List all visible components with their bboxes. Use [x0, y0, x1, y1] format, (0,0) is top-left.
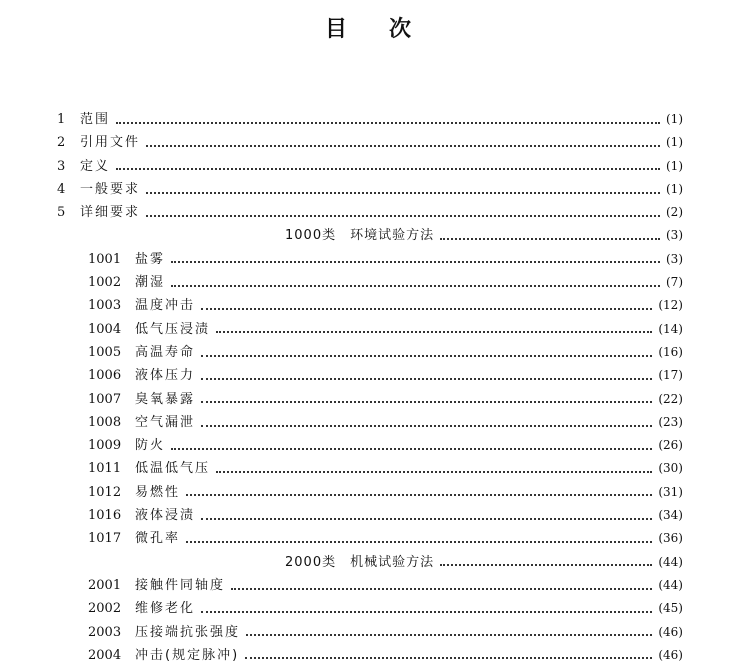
toc-entry[interactable] — [0, 108, 738, 131]
entry-page: (3) — [666, 228, 683, 243]
entry-page: (7) — [666, 275, 683, 290]
entry-body — [135, 388, 683, 411]
entry-number: 2002 — [88, 601, 122, 617]
entry-title: 范围 — [80, 112, 111, 127]
entry-number: 1006 — [88, 368, 122, 384]
entry-body — [135, 318, 683, 341]
entry-body — [135, 504, 683, 527]
dot-leader — [201, 378, 652, 380]
entry-title: 潮湿 — [135, 275, 166, 291]
entry-title: 易燃性 — [135, 484, 181, 500]
dot-leader — [201, 611, 652, 613]
toc-entry[interactable] — [0, 294, 738, 317]
entry-body — [135, 527, 683, 550]
entry-page: (45) — [658, 601, 683, 616]
dot-leader — [216, 331, 652, 333]
entry-title: 防火 — [135, 438, 166, 454]
dot-leader — [186, 494, 652, 496]
entry-body — [135, 597, 683, 620]
entry-number: 4 — [57, 181, 66, 197]
page-title — [0, 12, 738, 43]
entry-body — [135, 434, 683, 457]
entry-title: 接触件同轴度 — [135, 577, 226, 593]
entry-body — [285, 224, 683, 247]
toc-section-heading[interactable] — [0, 551, 738, 574]
entry-title: 高温寿命 — [135, 344, 196, 360]
entry-number: 1017 — [88, 531, 122, 547]
entry-title: 空气漏泄 — [135, 414, 196, 430]
entry-page: (44) — [658, 554, 683, 569]
entry-page: (46) — [658, 624, 683, 639]
dot-leader — [440, 564, 652, 566]
dot-leader — [146, 145, 660, 147]
entry-page: (1) — [666, 112, 683, 126]
title-char-1: 目 — [324, 17, 349, 42]
entry-title: 低温低气压 — [135, 461, 211, 477]
entry-body — [135, 341, 683, 364]
entry-page: (30) — [658, 461, 683, 476]
entry-page: (12) — [658, 298, 683, 313]
entry-number: 1002 — [88, 275, 122, 291]
entry-body — [80, 201, 683, 224]
entry-title: 冲击(规定脉冲) — [135, 647, 240, 663]
dot-leader — [116, 122, 660, 124]
entry-page: (26) — [658, 438, 683, 453]
entry-number: 1016 — [88, 508, 122, 524]
toc-entry[interactable] — [0, 411, 738, 434]
entry-number: 1007 — [88, 391, 122, 407]
toc-entry[interactable] — [0, 504, 738, 527]
dot-leader — [231, 588, 652, 590]
toc-entry[interactable] — [0, 341, 738, 364]
entry-title: 详细要求 — [80, 205, 141, 221]
entry-page: (34) — [658, 508, 683, 523]
dot-leader — [201, 401, 652, 403]
entry-body — [80, 155, 683, 178]
toc-entry[interactable] — [0, 574, 738, 597]
toc-entry[interactable] — [0, 434, 738, 457]
entry-page: (1) — [666, 135, 683, 150]
entry-body — [80, 131, 683, 154]
entry-number: 2003 — [88, 624, 122, 640]
entry-body — [285, 551, 683, 574]
entry-body — [135, 294, 683, 317]
entry-title: 臭氧暴露 — [135, 391, 196, 407]
toc-entry[interactable] — [0, 481, 738, 504]
entry-title: 盐雾 — [135, 251, 166, 267]
toc-entry[interactable] — [0, 597, 738, 620]
dot-leader — [201, 308, 652, 310]
toc-entry[interactable] — [0, 155, 738, 178]
dot-leader — [171, 285, 660, 287]
entry-body — [135, 248, 683, 271]
entry-number: 2001 — [88, 577, 122, 593]
entry-page: (36) — [658, 531, 683, 546]
toc-entry[interactable] — [0, 201, 738, 224]
entry-number: 3 — [57, 158, 66, 174]
entry-title: 温度冲击 — [135, 298, 196, 314]
entry-page: (3) — [666, 251, 683, 266]
title-char-2: 次 — [389, 17, 414, 42]
toc-section-heading[interactable] — [0, 224, 738, 247]
toc-entry[interactable] — [0, 527, 738, 550]
entry-body — [135, 271, 683, 294]
toc-entry[interactable] — [0, 457, 738, 480]
entry-page: (1) — [666, 158, 683, 173]
entry-number: 1003 — [88, 298, 122, 314]
entry-page: (31) — [658, 484, 683, 499]
entry-body — [135, 364, 683, 387]
entry-number: 1008 — [88, 414, 122, 430]
dot-leader — [201, 425, 652, 427]
entry-title: 一般要求 — [80, 181, 141, 197]
entry-page: (16) — [658, 344, 683, 359]
entry-title: 液体压力 — [135, 368, 196, 384]
entry-number: 2004 — [88, 647, 122, 663]
dot-leader — [116, 168, 660, 170]
dot-leader — [246, 634, 652, 636]
entry-number: 1004 — [88, 321, 122, 337]
entry-title: 引用文件 — [80, 135, 141, 151]
entry-body — [80, 178, 683, 201]
dot-leader — [245, 657, 652, 659]
entry-body — [135, 574, 683, 597]
toc-entry[interactable] — [0, 621, 738, 644]
toc-entry[interactable] — [0, 644, 738, 667]
dot-leader — [146, 192, 660, 194]
toc-entry[interactable] — [0, 131, 738, 154]
table-of-contents — [0, 108, 738, 667]
entry-number: 1005 — [88, 344, 122, 360]
dot-leader — [201, 355, 652, 357]
entry-page: (23) — [658, 414, 683, 429]
toc-entry[interactable] — [0, 271, 738, 294]
entry-number: 1001 — [88, 251, 122, 267]
entry-page: (22) — [658, 391, 683, 406]
entry-number: 1 — [57, 112, 66, 127]
entry-title: 定义 — [80, 158, 111, 174]
entry-page: (44) — [658, 577, 683, 592]
dot-leader — [171, 448, 652, 450]
entry-title: 微孔率 — [135, 531, 181, 547]
toc-entry[interactable] — [0, 178, 738, 201]
toc-entry[interactable] — [0, 318, 738, 341]
dot-leader — [171, 261, 660, 263]
entry-page: (46) — [658, 647, 683, 662]
entry-title: 维修老化 — [135, 601, 196, 617]
entry-number: 1011 — [88, 461, 122, 477]
toc-entry[interactable] — [0, 248, 738, 271]
entry-title: 液体浸渍 — [135, 508, 196, 524]
dot-leader — [201, 518, 652, 520]
dot-leader — [146, 215, 660, 217]
entry-body — [135, 457, 683, 480]
entry-title: 2000类 机械试验方法 — [285, 554, 435, 570]
entry-page: (2) — [666, 205, 683, 220]
entry-title: 压接端抗张强度 — [135, 624, 241, 640]
entry-number: 5 — [57, 205, 66, 221]
entry-number: 1009 — [88, 438, 122, 454]
entry-body — [135, 481, 683, 504]
entry-title: 低气压浸渍 — [135, 321, 211, 337]
entry-page: (1) — [666, 181, 683, 196]
entry-body — [135, 644, 683, 667]
dot-leader — [186, 541, 652, 543]
entry-title: 1000类 环境试验方法 — [285, 228, 435, 244]
dot-leader — [216, 471, 652, 473]
entry-body — [80, 108, 683, 131]
entry-number: 2 — [57, 135, 66, 151]
entry-body — [135, 621, 683, 644]
entry-number: 1012 — [88, 484, 122, 500]
entry-page: (14) — [658, 321, 683, 336]
toc-entry[interactable] — [0, 388, 738, 411]
entry-body — [135, 411, 683, 434]
dot-leader — [440, 238, 660, 240]
toc-entry[interactable] — [0, 364, 738, 387]
entry-page: (17) — [658, 368, 683, 383]
